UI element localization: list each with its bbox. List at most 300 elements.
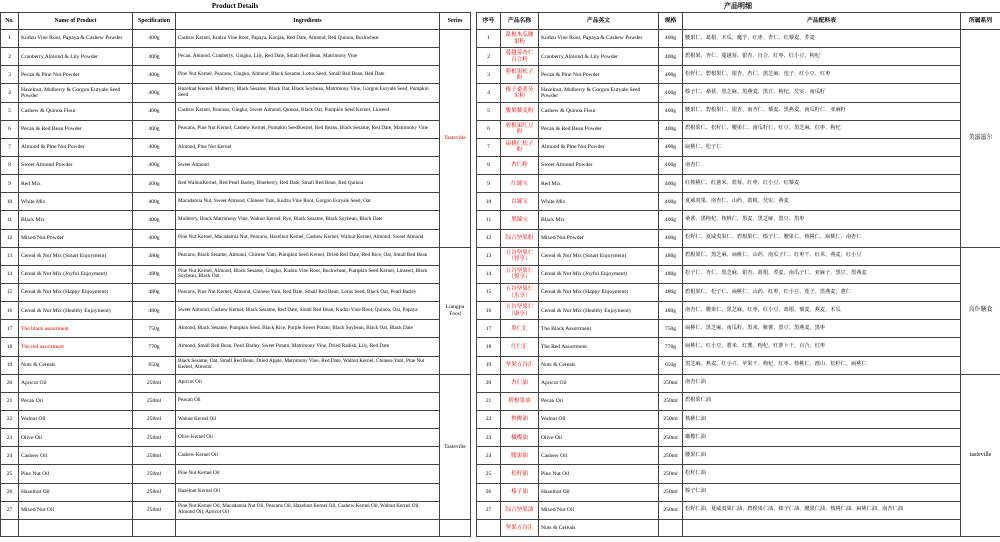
ingredients: Sweet Almond <box>176 156 440 174</box>
specification: 250ml <box>659 410 683 428</box>
row-number: 27 <box>477 501 501 519</box>
product-name: Cereal & Nut Mix (Healthy Enjoyment) <box>19 302 133 320</box>
ingredients-cn: 榛子仁油 <box>683 483 961 501</box>
specification: 250ml <box>659 374 683 392</box>
ingredients: Peacans, Black Sesame, Almond, Chinese Yam, Pumpkin Seed Kernel, Dried Red Date, Red Rice, Oat, Small Red Bean <box>176 247 440 265</box>
ingredients-cn: 夏威夷果、南杏仁、山药、葛根、芡实、燕麦 <box>683 193 961 211</box>
table-row <box>477 447 1000 465</box>
row-number: 21 <box>477 392 501 410</box>
table-row <box>477 465 1000 483</box>
table-row <box>1 410 471 428</box>
series-cell: tasteville <box>961 374 1000 536</box>
product-name: Pecan Oil <box>19 392 133 410</box>
row-number: 14 <box>1 265 19 283</box>
series-cell: Tasteville <box>440 374 471 519</box>
column-header: 规格 <box>659 13 683 30</box>
table-row <box>1 175 471 193</box>
ingredients-cn: 碧根果仁、松籽仁、腰果仁、南瓜籽仁、红豆、黑芝麻、红枣、枸杞 <box>683 120 961 138</box>
ingredients: Pine Nut Kernel, Almond, Black Sesame, Gingko, Kudzu Vine Root, Buckwheat, Pumpkin Seed Kernel, Linseed, Black Soybean, Black Oat <box>176 265 440 283</box>
specification: 400g <box>659 156 683 174</box>
product-name-cn: 红仁汇 <box>501 338 539 356</box>
table-row <box>1 265 471 283</box>
specification: 400g <box>659 229 683 247</box>
row-number: 25 <box>1 465 19 483</box>
ingredients-cn: 橄榄仁油 <box>683 429 961 447</box>
product-name-en: Mixed Nut Powder <box>539 229 659 247</box>
row-number: 9 <box>1 175 19 193</box>
table-row <box>1 120 471 138</box>
table-row <box>477 193 1000 211</box>
table-row <box>477 338 1000 356</box>
ingredients-cn: 碧根果仁、松子仁、扁桃仁、山药、红枣、红小豆、莲子、黑燕麦、薏仁 <box>683 283 961 301</box>
table-row <box>477 30 1000 48</box>
row-number: 24 <box>477 447 501 465</box>
row-number: 1 <box>1 30 19 48</box>
product-name-cn: 五谷坚果仁（智享） <box>501 247 539 265</box>
empty-cell <box>19 519 133 536</box>
product-name: The black assortment <box>19 320 133 338</box>
ingredients: Peacans, Pine Nut Kernel, Almond, Chinese Yam, Red Date, Small Red Bean, Lotus Seed, Black Oat, Pearl Barley <box>176 283 440 301</box>
row-number: 27 <box>1 501 19 519</box>
table-row <box>477 175 1000 193</box>
row-number: 20 <box>477 374 501 392</box>
product-name: Black Mix <box>19 211 133 229</box>
header-row <box>477 13 1000 30</box>
specification: 400g <box>659 211 683 229</box>
table-row <box>477 102 1000 120</box>
product-name-cn: 红臻宝 <box>501 175 539 193</box>
specification: 400g <box>659 102 683 120</box>
product-details-table <box>0 12 471 537</box>
specification: 250ml <box>133 447 176 465</box>
specification: 770g <box>133 338 176 356</box>
ingredients: Peacans, Pine Nut Kernel, Cashew Kernel, Pumpkin SeedKernel, Red Beans, Black Sesame, Red Date, Matrimony Vine <box>176 120 440 138</box>
product-name: White Mix <box>19 193 133 211</box>
ingredients-cn: 碧根果、杏仁、蔓越莓、银杏、百合、红枣、红小豆、枸杞 <box>683 48 961 66</box>
ingredients: Pine Nut Kernel, Peacans, Gingko, Almond, Black Sesame, Lotus Seed, Small Red Bean, Red Date <box>176 66 440 84</box>
product-name-en: Cereal & Nut Mix (Happy Enjoyment) <box>539 283 659 301</box>
product-name: Almond & Pine Nut Powder <box>19 138 133 156</box>
product-name-cn: 橄榄油 <box>501 429 539 447</box>
row-number: 2 <box>477 48 501 66</box>
product-name-cn: 黑臻宝 <box>501 211 539 229</box>
product-name: Olive Oil <box>19 429 133 447</box>
specification: 400g <box>133 102 176 120</box>
table-row <box>477 356 1000 374</box>
row-number: 23 <box>1 429 19 447</box>
ingredients: Sweet Almond, Cashew Kernel, Black Sesame, Red Date, Small Red Bean, Kudzu Vine Root, Quinoa, Oat, Papaya <box>176 302 440 320</box>
product-name-en: The Red Assortment <box>539 338 659 356</box>
product-name-en: Hazelnut, Mulberry & Gorgon Euryale Seed Powder <box>539 84 659 102</box>
row-number: 8 <box>1 156 19 174</box>
product-name: Pecan & Red Bean Powder <box>19 120 133 138</box>
product-name-cn: 碧根果松子粉 <box>501 66 539 84</box>
row-number: 10 <box>1 193 19 211</box>
product-name-en: Walnut Oil <box>539 410 659 428</box>
specification: 250ml <box>659 429 683 447</box>
column-header: Ingredients <box>176 13 440 30</box>
row-number: 6 <box>477 120 501 138</box>
ingredients-cn: 桑葚、黑枸杞、核桃仁、黑麦、黑芝麻、黑豆、黑枣 <box>683 211 961 229</box>
ingredients-cn: 扁桃仁、松子仁 <box>683 138 961 156</box>
product-name: Apricot Oil <box>19 374 133 392</box>
product-name-cn: 综合坚果油 <box>501 501 539 519</box>
ingredients: Apricot Oil <box>176 374 440 392</box>
product-name-en: Red Mix <box>539 175 659 193</box>
product-name-en: Nuts & Cereals <box>539 519 659 536</box>
ingredients-cn: 核桃仁油 <box>683 410 961 428</box>
product-name: Mixed Nut Powder <box>19 229 133 247</box>
specification: 400g <box>659 48 683 66</box>
product-name: Cashew & Quinoa Flour <box>19 102 133 120</box>
ingredients: Pine Nut Kernel, Macadamia Nut, Peacans, Hazelnut Kernel, Cashew Kernel, Walnut Kernel, Almond, Sweet Almond <box>176 229 440 247</box>
product-name-en: Cranberry,Almond & Lily Powder <box>539 48 659 66</box>
empty-cell <box>477 519 501 536</box>
product-name: Cereal & Nut Mix (Smart Enjoyment) <box>19 247 133 265</box>
specification: 400g <box>133 30 176 48</box>
specification: 480g <box>659 283 683 301</box>
ingredients: Macadamia Nut, Sweet Almond, Chinese Yam, Kudzu Vine Root, Gorgon Euryale Seed, Oat <box>176 193 440 211</box>
specification: 400g <box>659 193 683 211</box>
product-name: Nuts & Cereals <box>19 356 133 374</box>
table-row <box>1 30 471 48</box>
table-row <box>1 338 471 356</box>
product-name-cn: 腰果油 <box>501 447 539 465</box>
ingredients-cn: 南杏仁、腰果仁、黑芝麻、红枣、红小豆、葛根、藜麦、燕麦、木瓜 <box>683 302 961 320</box>
product-name-en: Pecan & Red Bean Powder <box>539 120 659 138</box>
row-number: 4 <box>477 84 501 102</box>
specification: 400g <box>133 193 176 211</box>
series-cell: 良仆膳食 <box>961 247 1000 374</box>
empty-cell <box>683 519 961 536</box>
specification: 400g <box>133 138 176 156</box>
table-row <box>1 66 471 84</box>
ingredients-cn: 碧根果仁油 <box>683 392 961 410</box>
left-table-title: Product Details <box>211 2 259 10</box>
specification: 400g <box>133 120 176 138</box>
specification: 250ml <box>659 447 683 465</box>
specification: 480g <box>133 247 176 265</box>
specification: 250ml <box>133 374 176 392</box>
ingredients: Cashew Kernel, Kudzu Vine Root, Papaya, Konjak, Red Date, Almond, Red Quinoa, Buckwheat <box>176 30 440 48</box>
ingredients-cn: 腰果仁、碧根果仁、银杏、南杏仁、藜麦、黑燕麦、南瓜籽仁、亚麻籽 <box>683 102 961 120</box>
specification: 400g <box>659 30 683 48</box>
table-row <box>477 302 1000 320</box>
table-row <box>477 229 1000 247</box>
row-number: 15 <box>1 283 19 301</box>
ingredients: Hazelnut Kernel Oil <box>176 483 440 501</box>
product-name-en: Kudzu Vine Root, Papaya & Cashew Powder <box>539 30 659 48</box>
table-row <box>1 447 471 465</box>
table-row <box>477 265 1000 283</box>
row-number: 11 <box>1 211 19 229</box>
table-row <box>477 501 1000 519</box>
specification: 250ml <box>133 501 176 519</box>
product-name: Cashew Oil <box>19 447 133 465</box>
product-name: Walnut Oil <box>19 410 133 428</box>
table-row <box>1 392 471 410</box>
specification: 750g <box>659 320 683 338</box>
specification: 650g <box>659 356 683 374</box>
product-name-cn: 碧根果油 <box>501 392 539 410</box>
table-row <box>1 193 471 211</box>
row-number: 21 <box>1 392 19 410</box>
product-name-en: Pecan & Pine Nut Powder <box>539 66 659 84</box>
row-number: 16 <box>1 302 19 320</box>
row-number: 9 <box>477 175 501 193</box>
product-name-cn: 五谷坚果仁（悦享） <box>501 265 539 283</box>
series-cell: 美滋滋尔 <box>961 30 1000 248</box>
specification: 250ml <box>133 483 176 501</box>
empty-cell <box>176 519 440 536</box>
product-name-en: Cereal & Nut Mix (Healthy Enjoyment) <box>539 302 659 320</box>
table-row <box>477 138 1000 156</box>
ingredients-cn: 黑芝麻、燕麦、红小豆、苹果干、枸杞、红枣、核桃仁、淮山、松籽仁、扁桃仁 <box>683 356 961 374</box>
product-name: Kudzu Vine Root, Papaya & Cashew Powder <box>19 30 133 48</box>
column-header: 序号 <box>477 13 501 30</box>
row-number: 26 <box>1 483 19 501</box>
ingredients: Pine Nut Kernel Oil <box>176 465 440 483</box>
row-number: 19 <box>477 356 501 374</box>
specification: 400g <box>659 84 683 102</box>
product-name-cn: 黑仁汇 <box>501 320 539 338</box>
table-row <box>477 374 1000 392</box>
table-row <box>1 84 471 102</box>
row-number: 15 <box>477 283 501 301</box>
product-name-cn: 扁桃仁松子粉 <box>501 138 539 156</box>
ingredients: Olive Kernel Oil <box>176 429 440 447</box>
product-name: Sweet Almond Powder <box>19 156 133 174</box>
row-number: 18 <box>477 338 501 356</box>
table-row <box>1 229 471 247</box>
row-number: 17 <box>477 320 501 338</box>
table-row <box>477 320 1000 338</box>
row-number: 8 <box>477 156 501 174</box>
product-name-cn: 杏仁粉 <box>501 156 539 174</box>
column-header: No. <box>1 13 19 30</box>
row-number: 23 <box>477 429 501 447</box>
ingredients: Cashew Kernel, Peacans, Gingko, Sweet Almond, Quinoa, Black Oat, Pumpkin Seed Kernel, Linseed <box>176 102 440 120</box>
header-row <box>1 13 471 30</box>
specification: 250ml <box>659 501 683 519</box>
specification: 400g <box>133 66 176 84</box>
column-header: Specification <box>133 13 176 30</box>
ingredients: Almond, Small Red Bean, Pearl Barley, Sweet Potato, Matrimony Vine, Dried Radish, Lily, Red Date <box>176 338 440 356</box>
specification: 400g <box>133 156 176 174</box>
product-name: Cereal & Nut Mix (Joyful Enjoyment) <box>19 265 133 283</box>
row-number: 7 <box>477 138 501 156</box>
column-header: Series <box>440 13 471 30</box>
table-row <box>1 211 471 229</box>
row-number: 18 <box>1 338 19 356</box>
column-header: 产品名称 <box>501 13 539 30</box>
product-name: Cranberry,Almond & Lily Powder <box>19 48 133 66</box>
product-name-en: Cereal & Nut Mix (Smart Enjoyment) <box>539 247 659 265</box>
product-name-cn: 坚果五谷汇 <box>501 356 539 374</box>
product-name-en: Cashew & Quinoa Flour <box>539 102 659 120</box>
specification: 250ml <box>659 465 683 483</box>
table-row <box>477 48 1000 66</box>
table-row <box>1 320 471 338</box>
table-row <box>1 283 471 301</box>
row-number: 24 <box>1 447 19 465</box>
product-name-cn: 坚果五谷汇 <box>501 519 539 536</box>
specification: 750g <box>133 320 176 338</box>
product-name-cn: 葛根木瓜腰果粉 <box>501 30 539 48</box>
ingredients: Mulberry, Black Matrimony Vine, Walnut Kernel, Rye, Black Sesame, Black Soybean, Black Date <box>176 211 440 229</box>
specification: 400g <box>659 66 683 84</box>
product-name-cn: 核桃油 <box>501 410 539 428</box>
table-row <box>477 392 1000 410</box>
product-name-cn: 五谷坚果仁（康享） <box>501 302 539 320</box>
product-name-cn: 杏仁油 <box>501 374 539 392</box>
ingredients: Almond, Pine Nut Kernel <box>176 138 440 156</box>
table-row <box>477 483 1000 501</box>
ingredients-cn: 榛子仁、桑葚、黑芝麻、黑燕麦、黑豆、枸杞、芡实、南瓜籽 <box>683 84 961 102</box>
table-row <box>1 356 471 374</box>
empty-cell <box>133 519 176 536</box>
row-number: 5 <box>1 102 19 120</box>
table-row <box>477 120 1000 138</box>
column-header: Name of Product <box>19 13 133 30</box>
ingredients-cn: 扁桃仁、黑芝麻、南瓜籽、黑米、紫薯、黑豆、黑燕麦、黑枣 <box>683 320 961 338</box>
specification: 650g <box>133 356 176 374</box>
specification: 250ml <box>659 483 683 501</box>
ingredients-cn: 扁桃仁、红小豆、薏米、红薯、枸杞、红萝卜干、百合、红枣 <box>683 338 961 356</box>
table-row <box>1 138 471 156</box>
product-name-en: Black Mix <box>539 211 659 229</box>
row-number: 2 <box>1 48 19 66</box>
ingredients: Red WalnutKernel, Red Pearl Barley, Blueberry, Red Date, Small Red Bean, Red Quinoa <box>176 175 440 193</box>
row-number: 6 <box>1 120 19 138</box>
product-name-en: Mixed Nut Oil <box>539 501 659 519</box>
specification: 250ml <box>133 410 176 428</box>
specification: 770g <box>659 338 683 356</box>
ingredients-cn: 松籽仁、夏威夷果仁、碧根果仁、榛子仁、腰果仁、核桃仁、扁桃仁、南杏仁 <box>683 229 961 247</box>
specification: 400g <box>133 84 176 102</box>
product-name: The red assortment <box>19 338 133 356</box>
specification: 250ml <box>659 392 683 410</box>
product-name-en: Pecan Oil <box>539 392 659 410</box>
ingredients: Black Sesame, Oat, Small Red Bean, Dried Apple, Matrimony Vine, Red Date, Walnut Kernel, Chinese Yam, Pine Nut Kernel, Almond <box>176 356 440 374</box>
table-row <box>1 374 471 392</box>
table-row <box>1 302 471 320</box>
ingredients: Pecan, Almond, Cranberry, Gingko, Lily, Red Date, Small Red Bean, Matrimony Vine <box>176 48 440 66</box>
specification: 400g <box>659 175 683 193</box>
row-number: 14 <box>477 265 501 283</box>
table-row <box>1 247 471 265</box>
table-row <box>1 429 471 447</box>
product-name-en: Nuts & Cereals <box>539 356 659 374</box>
table-row <box>1 48 471 66</box>
ingredients-cn: 腰果仁油 <box>683 447 961 465</box>
product-name-en: Cereal & Nut Mix (Joyful Enjoyment) <box>539 265 659 283</box>
product-name-cn: 白臻宝 <box>501 193 539 211</box>
table-row <box>477 84 1000 102</box>
row-number: 16 <box>477 302 501 320</box>
row-number: 1 <box>477 30 501 48</box>
row-number: 4 <box>1 84 19 102</box>
table-row <box>1 156 471 174</box>
empty-cell <box>1 519 19 536</box>
specification: 400g <box>133 175 176 193</box>
product-name-en: Sweet Almond Powder <box>539 156 659 174</box>
column-header: 所属系列 <box>961 13 1000 30</box>
table-row <box>477 66 1000 84</box>
row-number: 3 <box>477 66 501 84</box>
ingredients: Cashew Kernel Oil <box>176 447 440 465</box>
product-name-en: Pine Nut Oil <box>539 465 659 483</box>
empty-cell <box>659 519 683 536</box>
specification: 400g <box>133 229 176 247</box>
row-number: 12 <box>1 229 19 247</box>
product-name-cn: 榛子桑葚芡实粉 <box>501 84 539 102</box>
row-number: 22 <box>477 410 501 428</box>
row-number: 10 <box>477 193 501 211</box>
ingredients: Hazelnut Kernel, Mulberry, Black Sesame, Black Oat, Black Soybean, Matrimony Vine, Gorgon Euryale Seed, Pumpkin Seed <box>176 84 440 102</box>
ingredients-cn: 南杏仁 <box>683 156 961 174</box>
product-name-en: White Mix <box>539 193 659 211</box>
row-number: 19 <box>1 356 19 374</box>
specification: 480g <box>133 283 176 301</box>
ingredients-cn: 腰果仁、葛根、木瓜、魔芋、红枣、杏仁、红藜麦、荞麦 <box>683 30 961 48</box>
series-cell: Tasteville <box>440 30 471 248</box>
product-name-cn: 腰果藜麦粉 <box>501 102 539 120</box>
product-name: Hazelnut, Mulberry & Gorgon Euryale Seed Powder <box>19 84 133 102</box>
empty-cell <box>440 519 471 536</box>
ingredients-cn: 南杏仁油 <box>683 374 961 392</box>
column-header: 产品配料表 <box>683 13 961 30</box>
row-number: 12 <box>477 229 501 247</box>
product-name-en: The Black Assortment <box>539 320 659 338</box>
series-cell: Liangpu Food <box>440 247 471 374</box>
product-name-en: Cashew Oil <box>539 447 659 465</box>
table-row <box>477 211 1000 229</box>
table-row <box>477 410 1000 428</box>
row-number: 26 <box>477 483 501 501</box>
table-row <box>1 501 471 519</box>
row-number: 17 <box>1 320 19 338</box>
table-row <box>477 519 1000 536</box>
product-name-en: Hazelnut Oil <box>539 483 659 501</box>
specification: 250ml <box>133 465 176 483</box>
product-name: Pine Nut Oil <box>19 465 133 483</box>
table-row <box>477 247 1000 265</box>
product-name: Cereal & Nut Mix (Happy Enjoyment) <box>19 283 133 301</box>
ingredients-cn: 松籽仁油 <box>683 465 961 483</box>
product-name: Hazelnut Oil <box>19 483 133 501</box>
ingredients: Walnut Kernel Oil <box>176 410 440 428</box>
product-name-cn: 碧根果红豆粉 <box>501 120 539 138</box>
product-name: Mixed Nut Oil <box>19 501 133 519</box>
specification: 400g <box>659 120 683 138</box>
table-row <box>1 102 471 120</box>
row-number: 22 <box>1 410 19 428</box>
product-name-en: Almond & Pine Nut Powder <box>539 138 659 156</box>
column-header: 产品英文 <box>539 13 659 30</box>
ingredients-cn: 松籽仁、碧根果仁、银杏、杏仁、黑芝麻、莲子、红小豆、红枣 <box>683 66 961 84</box>
row-number: 11 <box>477 211 501 229</box>
right-table-title: 产品明细 <box>724 2 752 10</box>
product-name-cn: 松籽油 <box>501 465 539 483</box>
specification: 250ml <box>133 429 176 447</box>
table-row <box>477 429 1000 447</box>
specification: 250ml <box>133 392 176 410</box>
row-number: 7 <box>1 138 19 156</box>
product-name-en: Apricot Oil <box>539 374 659 392</box>
table-row <box>1 519 471 536</box>
product-name-cn: 榛子油 <box>501 483 539 501</box>
